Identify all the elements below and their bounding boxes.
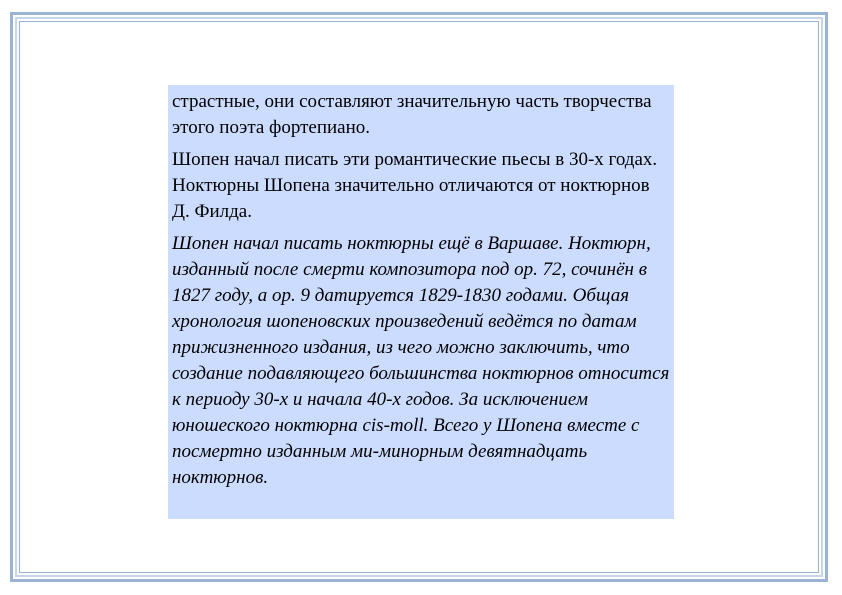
paragraph-chopin-fields: Шопен начал писать эти романтические пьесы в 30-х годах. Ноктюрны Шопена значительно отличаются от ноктюрнов Д. Филда. <box>172 149 658 222</box>
paragraph-nocturnes-history: Шопен начал писать ноктюрны ещё в Варшаве. Ноктюрн, изданный после смерти композитора под ор. 72, сочинён в 1827 году, а ор. 9 датируется 1829-1830 годами. Общая хронология шопеновских произведений ведётся по датам прижизненного издания, из чего можно заключить, что создание подавляющего большинства ноктюрнов относится к периоду 30-х и начала 40-х годов. За исключением юношеского ноктюрна cis-moll. Всего у Шопена вместе с посмертно изданным ми-минорным девятнадцать ноктюрнов. <box>172 233 670 488</box>
text-block <box>168 85 674 519</box>
paragraph-intro: страстные, они составляют значительную часть творчества этого поэта фортепиано. <box>172 91 652 138</box>
